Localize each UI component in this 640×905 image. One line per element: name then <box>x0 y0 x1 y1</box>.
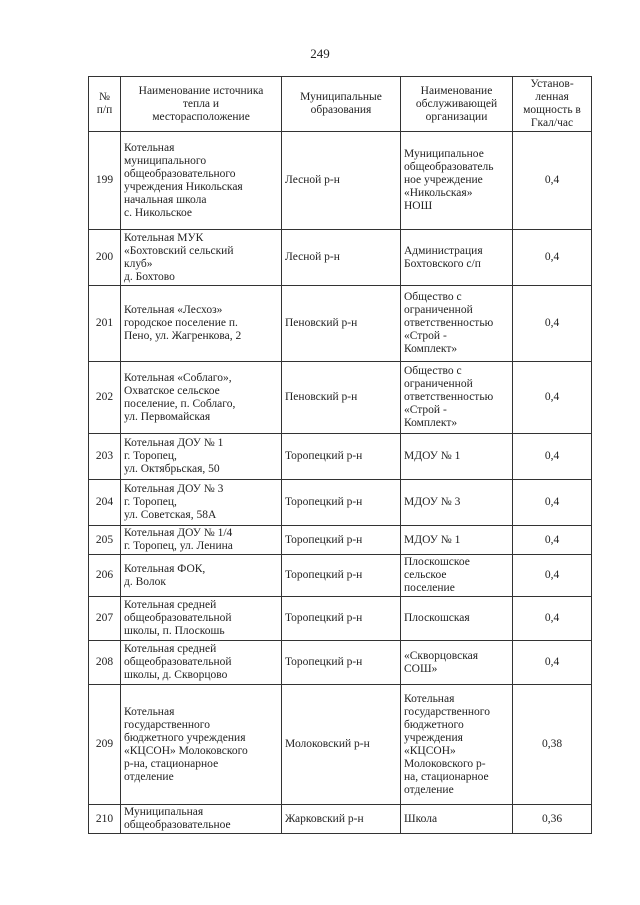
installed-power: 0,4 <box>513 597 592 641</box>
installed-power: 0,4 <box>513 132 592 230</box>
municipality: Торопецкий р-н <box>282 555 401 597</box>
municipality: Торопецкий р-н <box>282 480 401 526</box>
row-number: 202 <box>89 362 121 434</box>
installed-power: 0,38 <box>513 685 592 805</box>
table-row <box>89 362 592 434</box>
row-number: 208 <box>89 641 121 685</box>
row-number: 209 <box>89 685 121 805</box>
heat-source-name: Котельная муниципального общеобразовательного учреждения Никольская начальная школа с. Никольское <box>121 132 282 230</box>
header-power: Установ- ленная мощность в Гкал/час <box>513 77 592 132</box>
installed-power: 0,4 <box>513 641 592 685</box>
service-organization: Плоскошское сельское поселение <box>401 555 513 597</box>
table-row <box>89 555 592 597</box>
municipality: Торопецкий р-н <box>282 526 401 555</box>
heat-source-name: Котельная ДОУ № 1 г. Торопец, ул. Октябрьская, 50 <box>121 434 282 480</box>
table-row <box>89 480 592 526</box>
row-number: 207 <box>89 597 121 641</box>
table-row <box>89 685 592 805</box>
service-organization: Котельная государственного бюджетного учреждения «КЦСОН» Молоковского р- на, стационарное отделение <box>401 685 513 805</box>
heat-source-name: Котельная МУК «Бохтовский сельский клуб» д. Бохтово <box>121 230 282 286</box>
heat-source-name: Котельная ФОК, д. Волок <box>121 555 282 597</box>
heat-source-name: Котельная государственного бюджетного учреждения «КЦСОН» Молоковского р-на, стационарное отделение <box>121 685 282 805</box>
installed-power: 0,4 <box>513 526 592 555</box>
municipality: Пеновский р-н <box>282 362 401 434</box>
heat-source-name: Котельная ДОУ № 3 г. Торопец, ул. Советская, 58А <box>121 480 282 526</box>
service-organization: МДОУ № 1 <box>401 526 513 555</box>
heat-source-name: Котельная средней общеобразовательной школы, д. Скворцово <box>121 641 282 685</box>
heat-sources-table <box>88 76 592 834</box>
table-row <box>89 641 592 685</box>
service-organization: МДОУ № 3 <box>401 480 513 526</box>
service-organization: Администрация Бохтовского с/п <box>401 230 513 286</box>
municipality: Торопецкий р-н <box>282 434 401 480</box>
service-organization: Муниципальное общеобразователь ное учреждение «Никольская» НОШ <box>401 132 513 230</box>
installed-power: 0,4 <box>513 480 592 526</box>
service-organization: Школа <box>401 805 513 834</box>
page-number: 249 <box>310 46 330 61</box>
table-row <box>89 597 592 641</box>
service-organization: Общество с ограниченной ответственностью «Строй - Комплект» <box>401 362 513 434</box>
service-organization: Общество с ограниченной ответственностью «Строй - Комплект» <box>401 286 513 362</box>
installed-power: 0,4 <box>513 434 592 480</box>
row-number: 206 <box>89 555 121 597</box>
table-row <box>89 286 592 362</box>
heat-source-name: Котельная «Лесхоз» городское поселение п. Пено, ул. Жагренкова, 2 <box>121 286 282 362</box>
municipality: Лесной р-н <box>282 230 401 286</box>
service-organization: Плоскошская <box>401 597 513 641</box>
table-row <box>89 434 592 480</box>
installed-power: 0,4 <box>513 286 592 362</box>
installed-power: 0,4 <box>513 362 592 434</box>
municipality: Пеновский р-н <box>282 286 401 362</box>
row-number: 200 <box>89 230 121 286</box>
municipality: Жарковский р-н <box>282 805 401 834</box>
row-number: 201 <box>89 286 121 362</box>
table-header-row <box>89 77 592 132</box>
row-number: 210 <box>89 805 121 834</box>
header-municipality: Муниципальные образования <box>282 77 401 132</box>
table-row <box>89 805 592 834</box>
heat-source-name: Котельная «Соблаго», Охватское сельское поселение, п. Соблаго, ул. Первомайская <box>121 362 282 434</box>
row-number: 205 <box>89 526 121 555</box>
table-row <box>89 526 592 555</box>
installed-power: 0,36 <box>513 805 592 834</box>
row-number: 204 <box>89 480 121 526</box>
municipality: Торопецкий р-н <box>282 641 401 685</box>
header-organization: Наименование обслуживающей организации <box>401 77 513 132</box>
row-number: 203 <box>89 434 121 480</box>
heat-source-name: Котельная средней общеобразовательной школы, п. Плоскошь <box>121 597 282 641</box>
municipality: Лесной р-н <box>282 132 401 230</box>
municipality: Торопецкий р-н <box>282 597 401 641</box>
service-organization: «Скворцовская СОШ» <box>401 641 513 685</box>
row-number: 199 <box>89 132 121 230</box>
installed-power: 0,4 <box>513 230 592 286</box>
header-source: Наименование источника тепла и месторасположение <box>121 77 282 132</box>
heat-source-name: Муниципальная общеобразовательное <box>121 805 282 834</box>
installed-power: 0,4 <box>513 555 592 597</box>
heat-source-name: Котельная ДОУ № 1/4 г. Торопец, ул. Ленина <box>121 526 282 555</box>
municipality: Молоковский р-н <box>282 685 401 805</box>
header-number: № п/п <box>89 77 121 132</box>
table-row <box>89 132 592 230</box>
service-organization: МДОУ № 1 <box>401 434 513 480</box>
table-row <box>89 230 592 286</box>
